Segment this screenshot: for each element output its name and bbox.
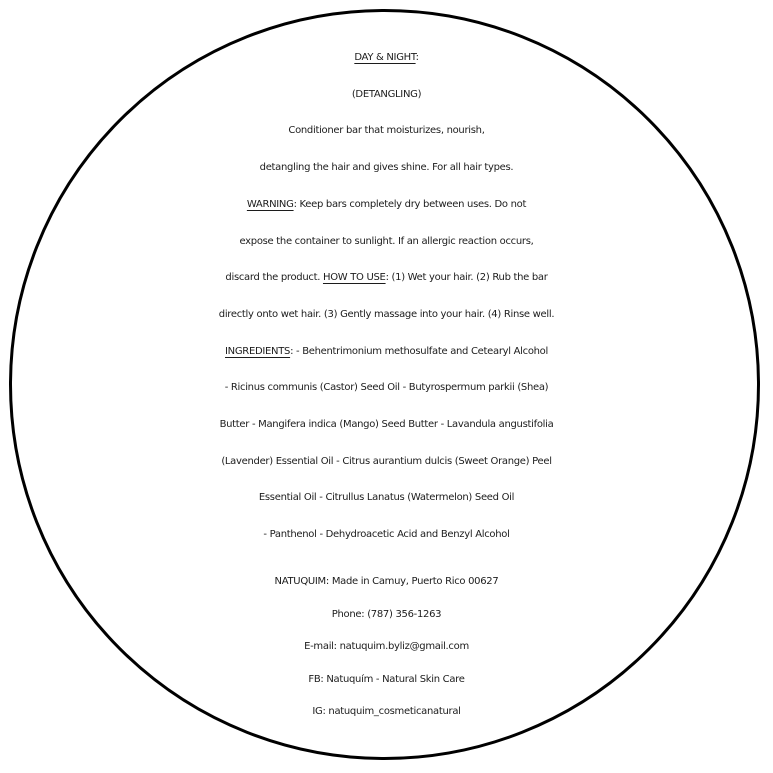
product-subtitle: (DETANGLING)	[351, 88, 422, 100]
warning-label: WARNING	[246, 198, 294, 210]
instagram-line: IG: natuquim_cosmeticanatural	[312, 706, 461, 717]
phone-line: Phone: (787) 356-1263	[331, 608, 442, 620]
ingredients-text-1: : - Behentrimonium methosulfate and Cetearyl Alcohol	[290, 345, 548, 357]
warning-line-1	[0, 187, 773, 224]
description-line-1: Conditioner bar that moisturizes, nourish,	[288, 125, 485, 137]
ingredients-line-6: - Panthenol - Dehydroacetic Acid and Benzyl Alcohol	[263, 529, 510, 541]
email-line: E-mail: natuquim.byliz@gmail.com	[304, 641, 469, 652]
ingredients-line-1	[0, 334, 773, 371]
title-line	[0, 40, 773, 77]
ingredients-line-2: - Ricinus communis (Castor) Seed Oil - Butyrospermum parkii (Shea)	[224, 382, 549, 394]
warning-text-3: discard the product.	[225, 272, 323, 284]
ingredients-line-5: Essential Oil - Citrullus Lanatus (Watermelon) Seed Oil	[258, 492, 515, 504]
warning-text-1: : Keep bars completely dry between uses. Do not	[293, 198, 527, 210]
how-to-use-label: HOW TO USE	[322, 272, 386, 284]
how-to-use-text-1: : (1) Wet your hair. (2) Rub the bar	[385, 272, 548, 284]
label-body	[0, 40, 773, 554]
ingredients-label: INGREDIENTS	[225, 345, 291, 357]
title-colon: :	[415, 52, 419, 63]
product-title: DAY & NIGHT	[354, 52, 416, 63]
contact-block	[0, 566, 773, 729]
ingredients-line-4: (Lavender) Essential Oil - Citrus aurantium dulcis (Sweet Orange) Peel	[221, 455, 552, 467]
ingredients-line-3: Butter - Mangifera indica (Mango) Seed Butter - Lavandula angustifolia	[219, 419, 554, 431]
warning-line-2: expose the container to sunlight. If an allergic reaction occurs,	[239, 235, 534, 247]
origin-line: NATUQUIM: Made in Camuy, Puerto Rico 00627	[274, 576, 499, 587]
how-to-use-line-2: directly onto wet hair. (3) Gently massage into your hair. (4) Rinse well.	[218, 308, 555, 320]
warning-line-3	[0, 260, 773, 297]
facebook-line: FB: Natuquím - Natural Skin Care	[308, 673, 465, 685]
description-line-2: detangling the hair and gives shine. For all hair types.	[259, 162, 514, 174]
